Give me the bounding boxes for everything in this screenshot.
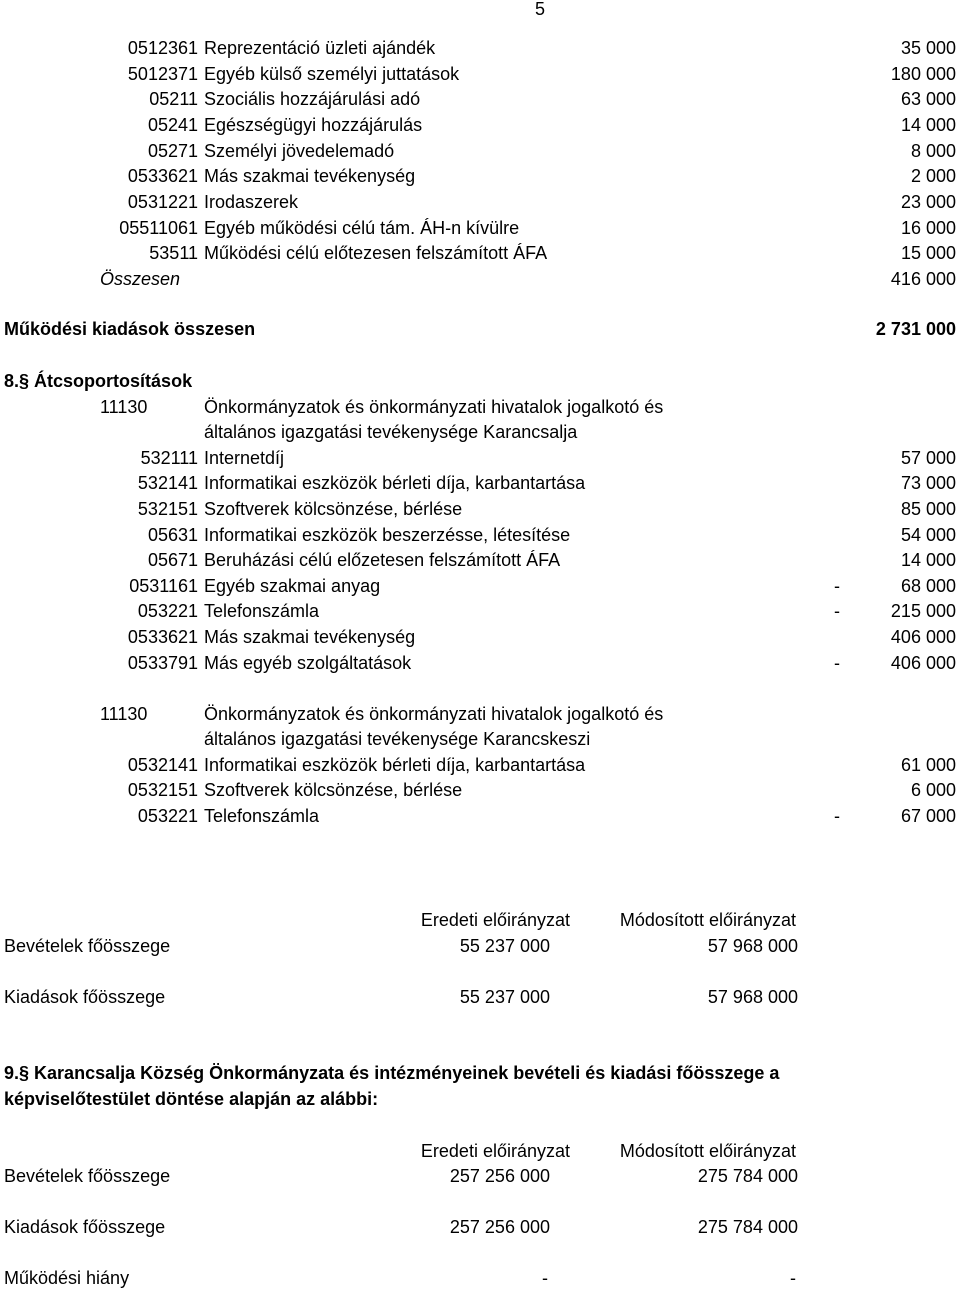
group-desc-line1: Önkormányzatok és önkormányzati hivatalok jogalkotó és: [204, 397, 664, 417]
item-desc: Más egyéb szolgáltatások: [204, 653, 412, 673]
summary-label: Bevételek főösszege: [4, 1166, 171, 1186]
item-amount: 54 000: [900, 525, 956, 545]
item-amount: 406 000: [890, 653, 956, 673]
paragraph-icon: §: [19, 371, 30, 391]
item-code: 532111: [140, 448, 198, 468]
item-code: 0532141: [127, 755, 198, 775]
item-amount: 73 000: [900, 473, 956, 493]
section-number: 8.: [4, 371, 20, 391]
item-desc: Irodaszerek: [204, 192, 299, 212]
item-code: 05241: [147, 115, 198, 135]
group-desc-line1: Önkormányzatok és önkormányzati hivatalok jogalkotó és: [204, 704, 664, 724]
item-code: 0533791: [127, 653, 198, 673]
section-number: 9.: [4, 1063, 20, 1083]
summary-original: 55 237 000: [459, 936, 550, 956]
item-desc: Egészségügyi hozzájárulás: [204, 115, 423, 135]
item-code: 05631: [147, 525, 198, 545]
item-desc: Személyi jövedelemadó: [204, 141, 395, 161]
item-desc: Telefonszámla: [204, 806, 320, 826]
item-amount: 85 000: [900, 499, 956, 519]
item-code: 0532151: [127, 780, 198, 800]
section-title-line1: Karancsalja Község Önkormányzata és intézményeinek bevételi és kiadási főösszege a: [34, 1063, 780, 1083]
item-desc: Informatikai eszközök bérleti díja, karbantartása: [204, 755, 586, 775]
item-code: 0533621: [127, 627, 198, 647]
item-desc: Beruházási célú előzetesen felszámított ÁFA: [204, 550, 561, 570]
paragraph-icon: §: [19, 1063, 30, 1083]
section-title-line2: képviselőtestület döntése alapján az alábbi:: [4, 1089, 379, 1109]
section-title: Átcsoportosítások: [34, 371, 193, 391]
item-desc: Szoftverek kölcsönzése, bérlése: [204, 499, 463, 519]
page-number: 5: [535, 0, 546, 19]
item-amount: 16 000: [900, 218, 956, 238]
item-code: 05511061: [119, 218, 198, 238]
group-desc-line2: általános igazgatási tevékenysége Karancsalja: [204, 422, 578, 442]
item-desc: Informatikai eszközök beszerzésse, létesítése: [204, 525, 571, 545]
item-code: 05671: [147, 550, 198, 570]
item-desc: Egyéb külső személyi juttatások: [204, 64, 460, 84]
item-amount: 15 000: [900, 243, 956, 263]
operating-expenses-label: Működési kiadások összesen: [4, 319, 256, 339]
item-desc: Egyéb szakmai anyag: [204, 576, 381, 596]
item-amount: 180 000: [890, 64, 956, 84]
group-code: 11130: [100, 397, 148, 417]
item-code: 532141: [137, 473, 198, 493]
item-code: 05271: [147, 141, 198, 161]
item-amount: 35 000: [900, 38, 956, 58]
item-amount: 2 000: [910, 166, 956, 186]
item-desc: Más szakmai tevékenység: [204, 627, 416, 647]
item-amount: 61 000: [900, 755, 956, 775]
summary-label: Működési hiány: [4, 1268, 130, 1288]
summary-modified: 57 968 000: [707, 936, 798, 956]
summary-modified: 275 784 000: [697, 1166, 798, 1186]
summary-label: Kiadások főösszege: [4, 987, 166, 1007]
item-amount: 215 000: [890, 601, 956, 621]
item-code: 05211: [149, 89, 198, 109]
item-code: 53511: [149, 243, 198, 263]
item-desc: Szoftverek kölcsönzése, bérlése: [204, 780, 463, 800]
item-amount: 63 000: [900, 89, 956, 109]
item-code: 0531161: [129, 576, 198, 596]
item-amount: 6 000: [910, 780, 956, 800]
item-desc: Működési célú előtezesen felszámított ÁFA: [204, 243, 548, 263]
item-amount: 68 000: [900, 576, 956, 596]
summary-original: 257 256 000: [449, 1217, 550, 1237]
item-desc: Más szakmai tevékenység: [204, 166, 416, 186]
item-code: 053221: [137, 806, 198, 826]
item-amount: 23 000: [900, 192, 956, 212]
item-amount: 406 000: [890, 627, 956, 647]
section8-heading: [4, 370, 192, 392]
item-amount: 67 000: [900, 806, 956, 826]
item-code: 532151: [137, 499, 198, 519]
item-sign: -: [834, 576, 840, 596]
total-label: Összesen: [100, 269, 181, 289]
group-desc-line2: általános igazgatási tevékenysége Karancskeszi: [204, 729, 591, 749]
item-amount: 57 000: [900, 448, 956, 468]
item-code: 0533621: [127, 166, 198, 186]
item-desc: Szociális hozzájárulási adó: [204, 89, 421, 109]
col-header-modified: Módosított előirányzat: [619, 1141, 796, 1161]
col-header-original: Eredeti előirányzat: [420, 1141, 570, 1161]
summary-label: Kiadások főösszege: [4, 1217, 166, 1237]
col-header-modified: Módosított előirányzat: [619, 910, 796, 930]
item-desc: Internetdíj: [204, 448, 285, 468]
col-header-original: Eredeti előirányzat: [420, 910, 570, 930]
summary-modified: -: [790, 1268, 796, 1288]
item-desc: Egyéb működési célú tám. ÁH-n kívülre: [204, 218, 520, 238]
item-desc: Reprezentáció üzleti ajándék: [204, 38, 436, 58]
item-sign: -: [834, 806, 840, 826]
summary-modified: 57 968 000: [707, 987, 798, 1007]
item-sign: -: [834, 601, 840, 621]
summary-original: -: [542, 1268, 548, 1288]
group-code: 11130: [100, 704, 148, 724]
summary-label: Bevételek főösszege: [4, 936, 171, 956]
item-amount: 14 000: [900, 550, 956, 570]
item-code: 0531221: [127, 192, 198, 212]
item-code: 0512361: [127, 38, 198, 58]
item-amount: 8 000: [910, 141, 956, 161]
operating-expenses-amount: 2 731 000: [875, 319, 956, 339]
item-sign: -: [834, 653, 840, 673]
item-desc: Telefonszámla: [204, 601, 320, 621]
item-desc: Informatikai eszközök bérleti díja, karbantartása: [204, 473, 586, 493]
item-amount: 14 000: [900, 115, 956, 135]
item-code: 5012371: [127, 64, 198, 84]
summary-modified: 275 784 000: [697, 1217, 798, 1237]
summary-original: 257 256 000: [449, 1166, 550, 1186]
total-amount: 416 000: [890, 269, 956, 289]
item-code: 053221: [137, 601, 198, 621]
summary-original: 55 237 000: [459, 987, 550, 1007]
